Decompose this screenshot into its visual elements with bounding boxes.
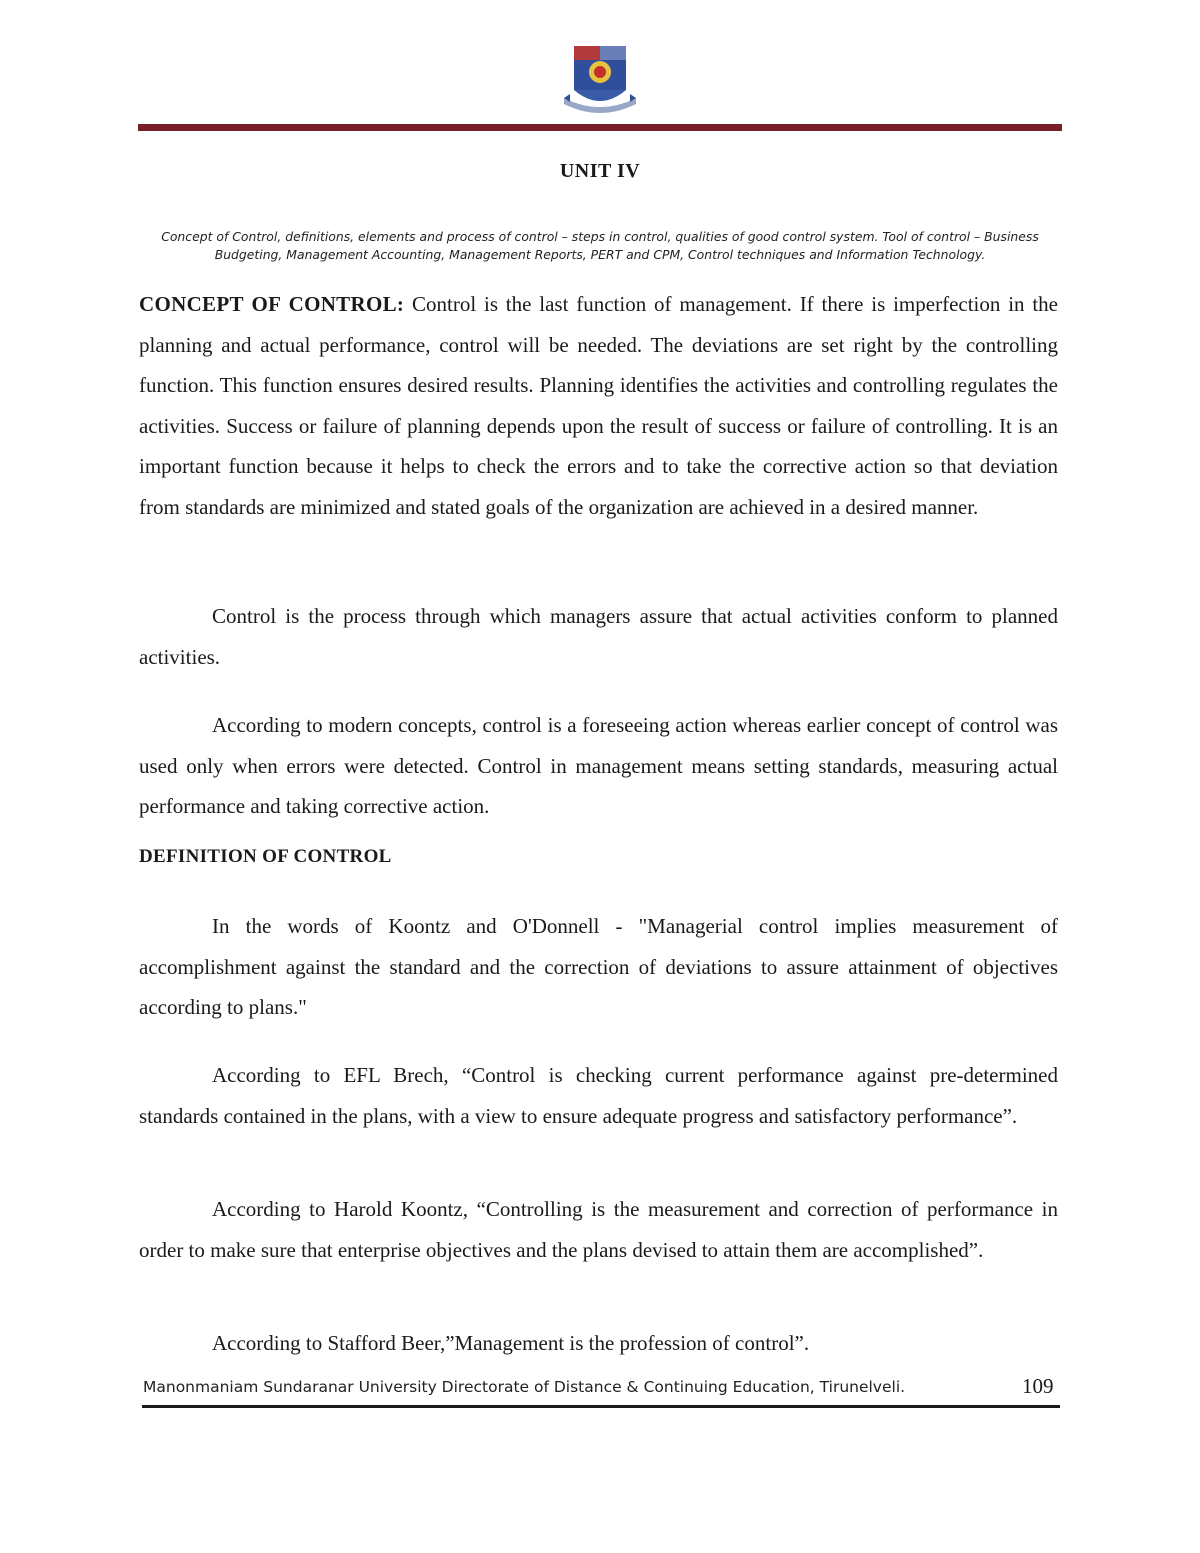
unit-title: UNIT IV (559, 160, 641, 182)
footer-rule (142, 1405, 1060, 1408)
modern-concept-paragraph: According to modern concepts, control is a foreseeing action whereas earlier concept of control was used only when errors were detected. Control in management means setting standards, measuring actual performance and taking corrective action. (139, 713, 1058, 818)
definition-brech: According to EFL Brech, “Control is checking current performance against pre-determined standards contained in the plans, with a view to ensure adequate progress and satisfactory performance”. (139, 1063, 1058, 1128)
syllabus-summary (146, 228, 1054, 264)
header-rule (138, 124, 1062, 131)
concept-of-control-paragraph (139, 284, 1058, 527)
footer-institution: Manonmaniam Sundaranar University Directorate of Distance & Continuing Education, Tirunelveli. (143, 1378, 906, 1396)
concept-lead: CONCEPT OF CONTROL: (139, 292, 405, 316)
definition-harold-koontz: According to Harold Koontz, “Controlling is the measurement and correction of performance in order to make sure that enterprise objectives and the plans devised to attain them are accomplished”. (139, 1197, 1058, 1262)
process-paragraph: Control is the process through which managers assure that actual activities conform to planned activities. (139, 604, 1058, 669)
definition-stafford-beer: According to Stafford Beer,”Management is the profession of control”. (212, 1331, 810, 1355)
page-number: 109 (1022, 1374, 1054, 1398)
syllabus-line-2: Budgeting, Management Accounting, Management Reports, PERT and CPM, Control techniques and Information Technology. (214, 247, 986, 262)
definition-koontz-odonnell: In the words of Koontz and O'Donnell - "Managerial control implies measurement of accomplishment against the standard and the correction of deviations to assure attainment of objectives according to plans." (139, 914, 1058, 1019)
concept-text: Control is the last function of management. If there is imperfection in the planning and actual performance, control will be needed. The deviations are set right by the controlling function. This function ensures desired results. Planning identifies the activities and controlling regulates the activities. Success or failure of planning depends upon the result of success or failure of controlling. It is an important function because it helps to check the errors and to take the corrective action so that deviation from standards are minimized and stated goals of the organization are achieved in a desired manner. (139, 292, 1058, 519)
definition-heading: DEFINITION OF CONTROL (139, 846, 392, 867)
university-crest-logo (562, 42, 638, 122)
syllabus-line-1: Concept of Control, definitions, elements and process of control – steps in control, qualities of good control system. Tool of control – Business (161, 229, 1039, 244)
